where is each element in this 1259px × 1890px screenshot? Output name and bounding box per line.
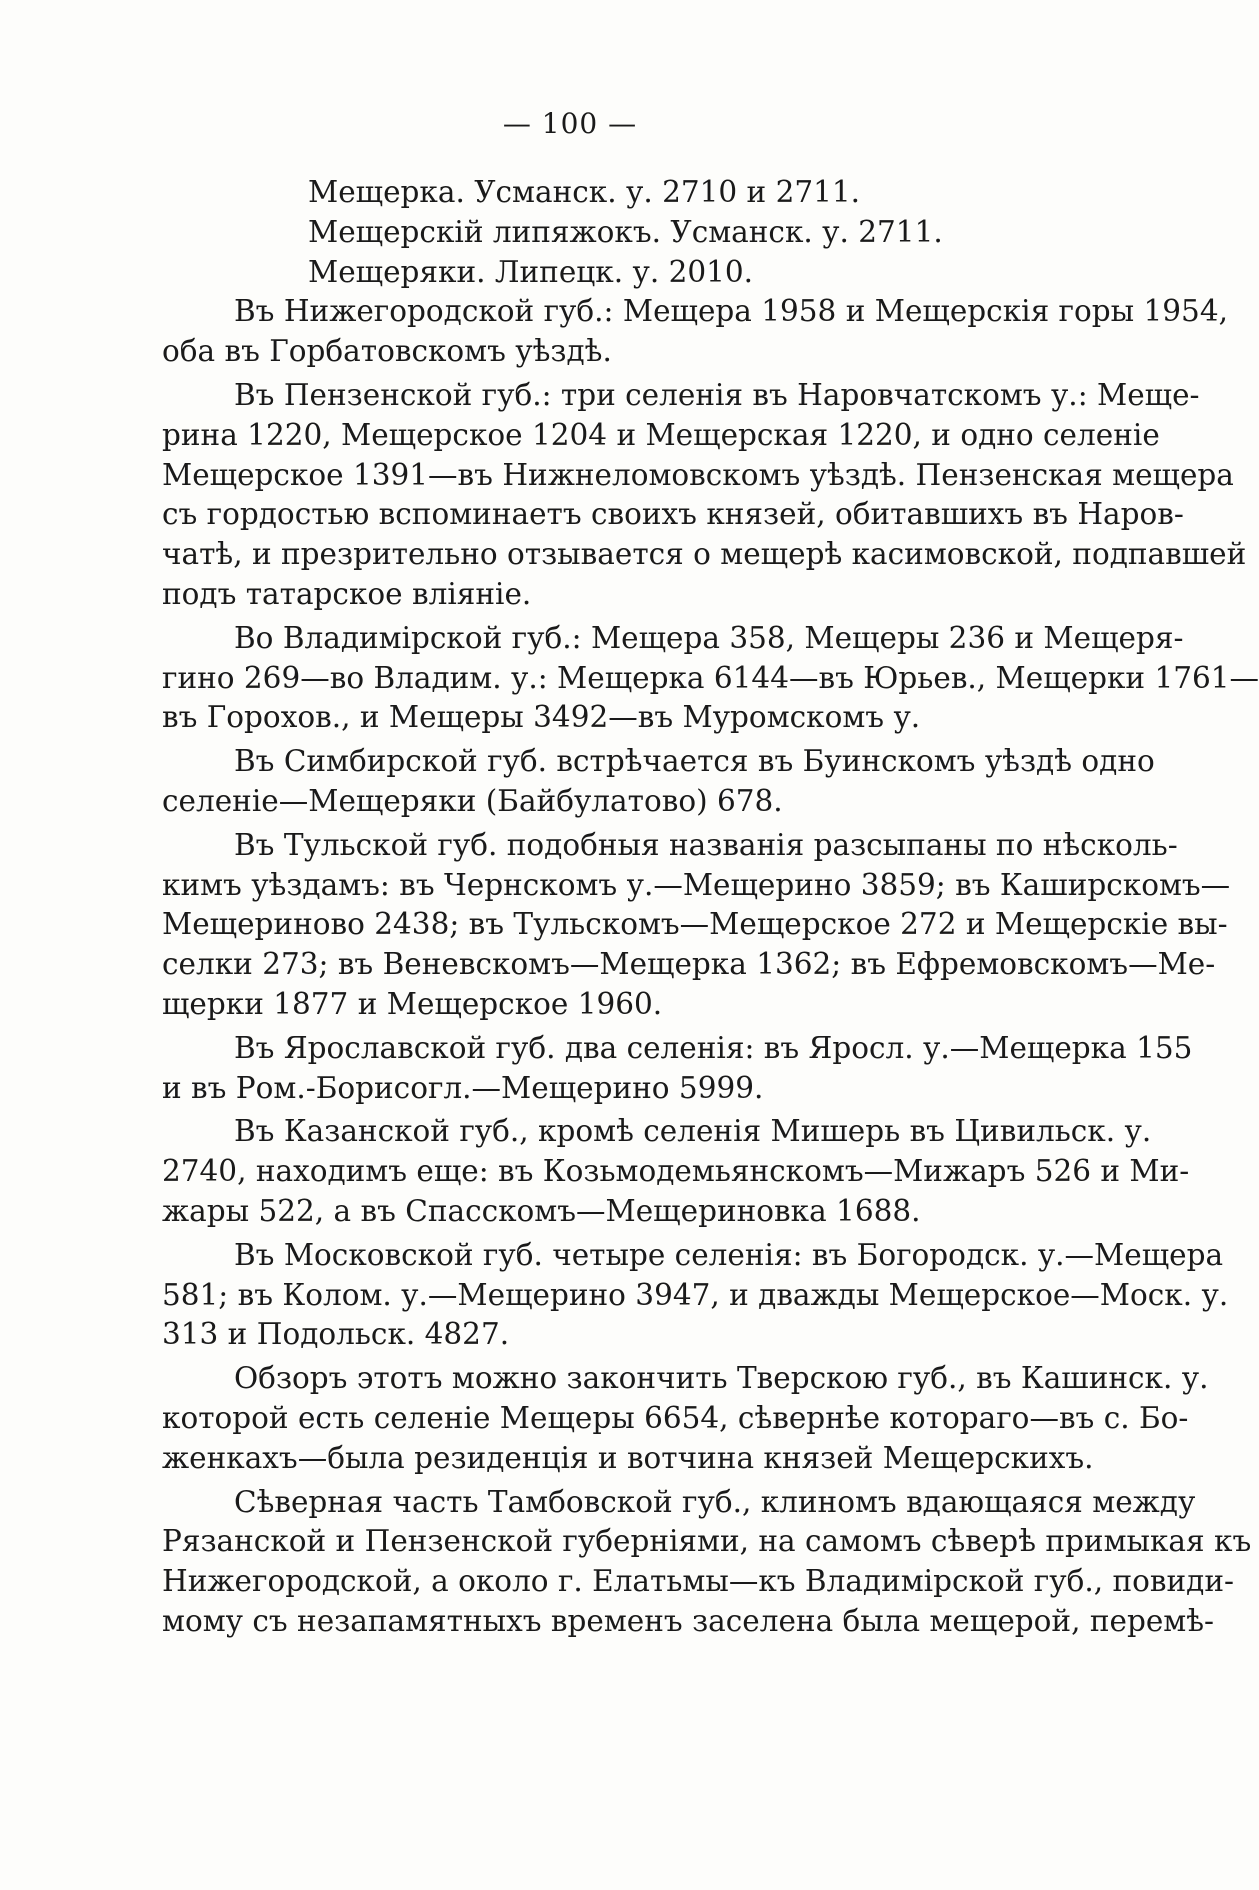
text-line: Мещериново 2438; въ Тульскомъ—Мещерское 272 и Мещерскіе вы- bbox=[162, 907, 1228, 942]
text-line: Въ Казанской губ., кромѣ селенія Мишерь въ Цивильск. у. bbox=[234, 1114, 1152, 1149]
page-number: — 100 — bbox=[502, 107, 638, 140]
text-line: подъ татарское вліяніе. bbox=[162, 576, 532, 611]
text-line: гино 269—во Владим. у.: Мещерка 6144—въ Юрьев., Мещерки 1761— bbox=[162, 660, 1259, 695]
text-line: Въ Симбирской губ. встрѣчается въ Буинскомъ уѣздѣ одно bbox=[234, 744, 1155, 779]
text-line: кимъ уѣздамъ: въ Чернскомъ у.—Мещерино 3859; въ Каширскомъ— bbox=[162, 867, 1231, 902]
text-line: селеніе—Мещеряки (Байбулатово) 678. bbox=[162, 783, 783, 818]
text-line: въ Горохов., и Мещеры 3492—въ Муромскомъ у. bbox=[162, 700, 921, 735]
text-line: рина 1220, Мещерское 1204 и Мещерская 1220, и одно селеніе bbox=[162, 417, 1160, 452]
text-line: селки 273; въ Веневскомъ—Мещерка 1362; въ Ефремовскомъ—Ме- bbox=[162, 947, 1216, 982]
text-line: Нижегородской, а около г. Елатьмы—къ Владимірской губ., повиди- bbox=[162, 1564, 1234, 1599]
text-line: Мещерка. Усманск. у. 2710 и 2711. bbox=[308, 175, 861, 209]
text-line: Въ Пензенской губ.: три селенія въ Наровчатскомъ у.: Меще- bbox=[234, 377, 1200, 412]
text-line: жары 522, а въ Спасскомъ—Мещериновка 1688. bbox=[162, 1193, 921, 1228]
text-line: Сѣверная часть Тамбовской губ., клиномъ вдающаяся между bbox=[234, 1484, 1196, 1519]
body-text bbox=[162, 173, 1259, 1642]
text-line: Въ Тульской губ. подобныя названія разсыпаны по нѣсколь- bbox=[234, 827, 1178, 862]
text-line: чатѣ, и презрительно отзывается о мещерѣ касимовской, подпавшей bbox=[162, 537, 1247, 572]
text-line: Въ Московской губ. четыре селенія: въ Богородск. у.—Мещера bbox=[234, 1237, 1224, 1272]
text-line: и въ Ром.-Борисогл.—Мещерино 5999. bbox=[162, 1070, 764, 1105]
text-line: Во Владимірской губ.: Мещера 358, Мещеры 236 и Мещеря- bbox=[234, 620, 1184, 655]
text-line: Мещерскій липяжокъ. Усманск. у. 2711. bbox=[308, 214, 943, 249]
text-line: Мещерское 1391—въ Нижнеломовскомъ уѣздѣ. Пензенская мещера bbox=[162, 457, 1234, 492]
text-line: 2740, находимъ еще: въ Козьмодемьянскомъ—Мижаръ 526 и Ми- bbox=[162, 1154, 1190, 1189]
text-line: оба въ Горбатовскомъ уѣздѣ. bbox=[162, 334, 612, 369]
text-line: мому съ незапамятныхъ временъ заселена была мещерой, перемѣ- bbox=[162, 1603, 1215, 1638]
text-line: Въ Нижегородской губ.: Мещера 1958 и Мещерскія горы 1954, bbox=[234, 294, 1228, 329]
text-line: съ гордостью вспоминаетъ своихъ князей, обитавшихъ въ Наров- bbox=[162, 497, 1184, 532]
text-line: щерки 1877 и Мещерское 1960. bbox=[162, 986, 663, 1021]
text-line: Рязанской и Пензенской губерніями, на самомъ сѣверѣ примыкая къ bbox=[162, 1524, 1252, 1559]
text-line: Мещеряки. Липецк. у. 2010. bbox=[308, 254, 754, 289]
text-line: женкахъ—была резиденція и вотчина князей Мещерскихъ. bbox=[162, 1440, 1094, 1475]
text-line: Обзоръ этотъ можно закончить Тверскою губ., въ Кашинск. у. bbox=[234, 1361, 1209, 1396]
text-line: Въ Ярославской губ. два селенія: въ Яросл. у.—Мещерка 155 bbox=[234, 1030, 1193, 1065]
text-line: которой есть селеніе Мещеры 6654, сѣвернѣе котораго—въ с. Бо- bbox=[162, 1400, 1189, 1435]
text-line: 313 и Подольск. 4827. bbox=[162, 1317, 510, 1352]
text-line: 581; въ Колом. у.—Мещерино 3947, и дважды Мещерское—Моск. у. bbox=[162, 1277, 1229, 1312]
